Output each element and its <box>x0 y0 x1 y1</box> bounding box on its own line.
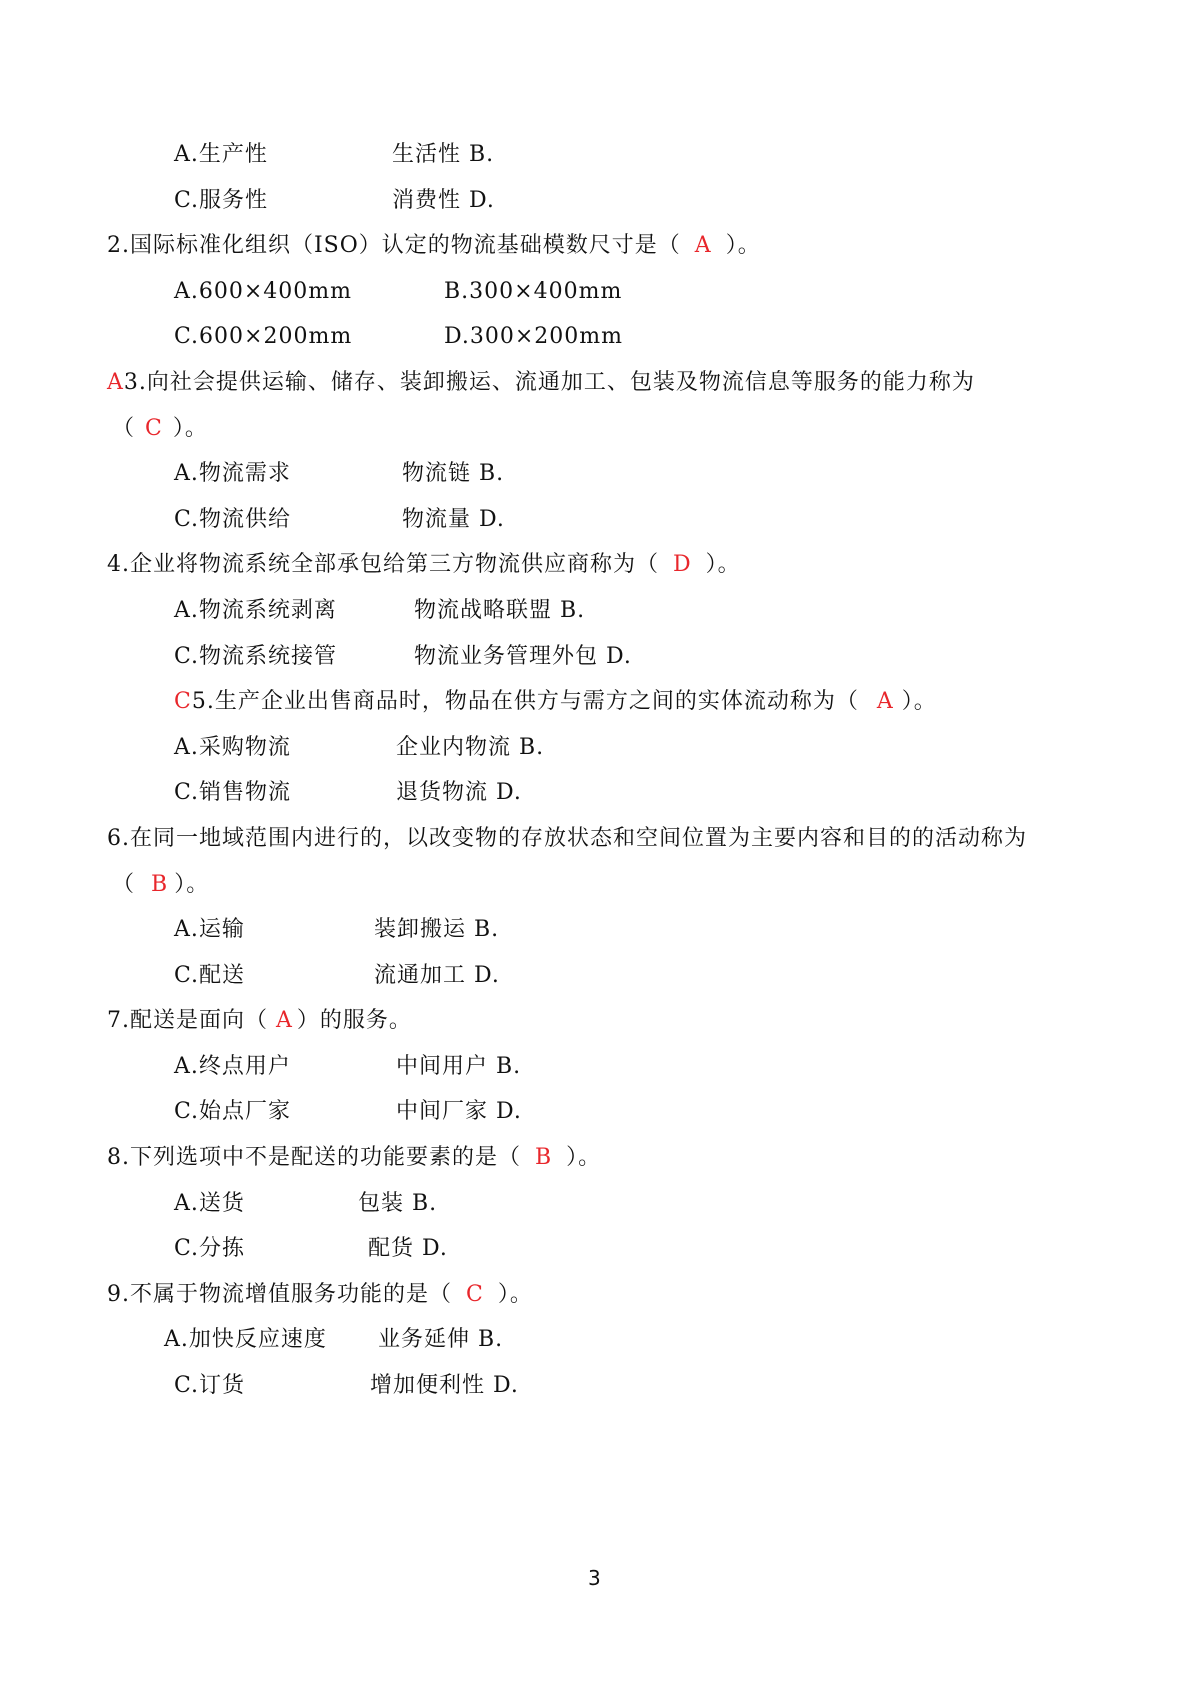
q7-option-d: 中间厂家 D. <box>396 1099 522 1124</box>
q3-answer: C <box>145 416 163 441</box>
q7-close: ）的服务。 <box>296 1008 412 1033</box>
q1-option-b: 生活性 B. <box>392 142 495 167</box>
q7-text: 7.配送是面向（ <box>107 1008 268 1033</box>
q8-question <box>107 1143 601 1173</box>
q3-mark: A <box>107 370 124 395</box>
q6-question <box>107 824 1027 854</box>
q1-option-d: 消费性 D. <box>392 188 495 213</box>
q3-close: ）。 <box>172 416 208 441</box>
q4-question <box>107 550 741 580</box>
q6-option-b: 装卸搬运 B. <box>374 917 500 942</box>
q9-answer: C <box>466 1282 484 1307</box>
q6-option-a: A.运输 <box>174 917 245 942</box>
q7-question <box>107 1006 412 1036</box>
q8-option-d: 配货 D. <box>368 1236 448 1261</box>
q7-option-a: A.终点用户 <box>174 1054 291 1079</box>
q4-answer: D <box>673 552 692 577</box>
q2-text: 2.国际标准化组织（ISO）认定的物流基础模数尺寸是（ <box>107 233 681 258</box>
q3-option-a: A.物流需求 <box>174 461 291 486</box>
q8-answer: B <box>535 1145 553 1170</box>
q4-close: ）。 <box>705 552 741 577</box>
q5-option-b: 企业内物流 B. <box>396 735 545 760</box>
q5-text: 5.生产企业出售商品时，物品在供方与需方之间的实体流动称为（ <box>191 689 859 714</box>
q6-answer-line <box>112 870 209 900</box>
q5-question <box>174 687 937 717</box>
q4-option-a: A.物流系统剥离 <box>174 598 337 623</box>
q7-option-c: C.始点厂家 <box>174 1099 292 1124</box>
q2-option-b: B.300×400mm <box>444 279 623 304</box>
q3-answer-line <box>112 414 208 444</box>
q5-close: ）。 <box>901 689 937 714</box>
q5-option-c: C.销售物流 <box>174 780 292 805</box>
q9-text: 9.不属于物流增值服务功能的是（ <box>107 1282 452 1307</box>
q2-answer: A <box>694 233 712 258</box>
q3-text: 3.向社会提供运输、储存、装卸搬运、流通加工、包装及物流信息等服务的能力称为 <box>123 370 975 395</box>
q7-option-b: 中间用户 B. <box>396 1054 522 1079</box>
q3-option-d: 物流量 D. <box>402 507 505 532</box>
page-number: 3 <box>588 1566 601 1590</box>
q3-question <box>107 368 975 398</box>
q8-option-c: C.分拣 <box>174 1236 246 1261</box>
q2-option-c: C.600×200mm <box>174 324 353 349</box>
q6-open: （ <box>112 872 136 897</box>
q6-close: ）。 <box>174 872 210 897</box>
q4-option-c: C.物流系统接管 <box>174 644 338 669</box>
q8-close: ）。 <box>566 1145 602 1170</box>
q2-close: ）。 <box>725 233 761 258</box>
q8-option-b: 包装 B. <box>358 1191 438 1216</box>
q5-option-d: 退货物流 D. <box>396 780 522 805</box>
q9-option-b: 业务延伸 B. <box>378 1327 504 1352</box>
q5-option-a: A.采购物流 <box>174 735 291 760</box>
q7-answer: A <box>276 1008 293 1033</box>
q8-text: 8.下列选项中不是配送的功能要素的是（ <box>107 1145 521 1170</box>
q4-option-d: 物流业务管理外包 D. <box>414 644 632 669</box>
q4-text: 4.企业将物流系统全部承包给第三方物流供应商称为（ <box>107 552 659 577</box>
q4-option-b: 物流战略联盟 B. <box>414 598 586 623</box>
q6-text: 6.在同一地域范围内进行的，以改变物的存放状态和空间位置为主要内容和目的的活动称为 <box>107 826 1027 851</box>
q6-option-c: C.配送 <box>174 963 246 988</box>
q3-option-b: 物流链 B. <box>402 461 505 486</box>
q1-option-c: C.服务性 <box>174 188 269 213</box>
q5-mark: C <box>174 689 192 714</box>
q9-option-c: C.订货 <box>174 1373 246 1398</box>
q2-question <box>107 231 761 261</box>
q6-option-d: 流通加工 D. <box>374 963 500 988</box>
q5-answer: A <box>876 689 894 714</box>
q9-option-a: A.加快反应速度 <box>164 1327 327 1352</box>
q9-option-d: 增加便利性 D. <box>370 1373 519 1398</box>
q3-option-c: C.物流供给 <box>174 507 292 532</box>
q3-open: （ <box>112 416 136 441</box>
q9-question <box>107 1280 533 1310</box>
q2-option-d: D.300×200mm <box>444 324 623 349</box>
q1-option-a: A.生产性 <box>174 142 268 167</box>
q9-close: ）。 <box>497 1282 533 1307</box>
q8-option-a: A.送货 <box>174 1191 245 1216</box>
q6-answer: B <box>151 872 169 897</box>
q2-option-a: A.600×400mm <box>174 279 353 304</box>
